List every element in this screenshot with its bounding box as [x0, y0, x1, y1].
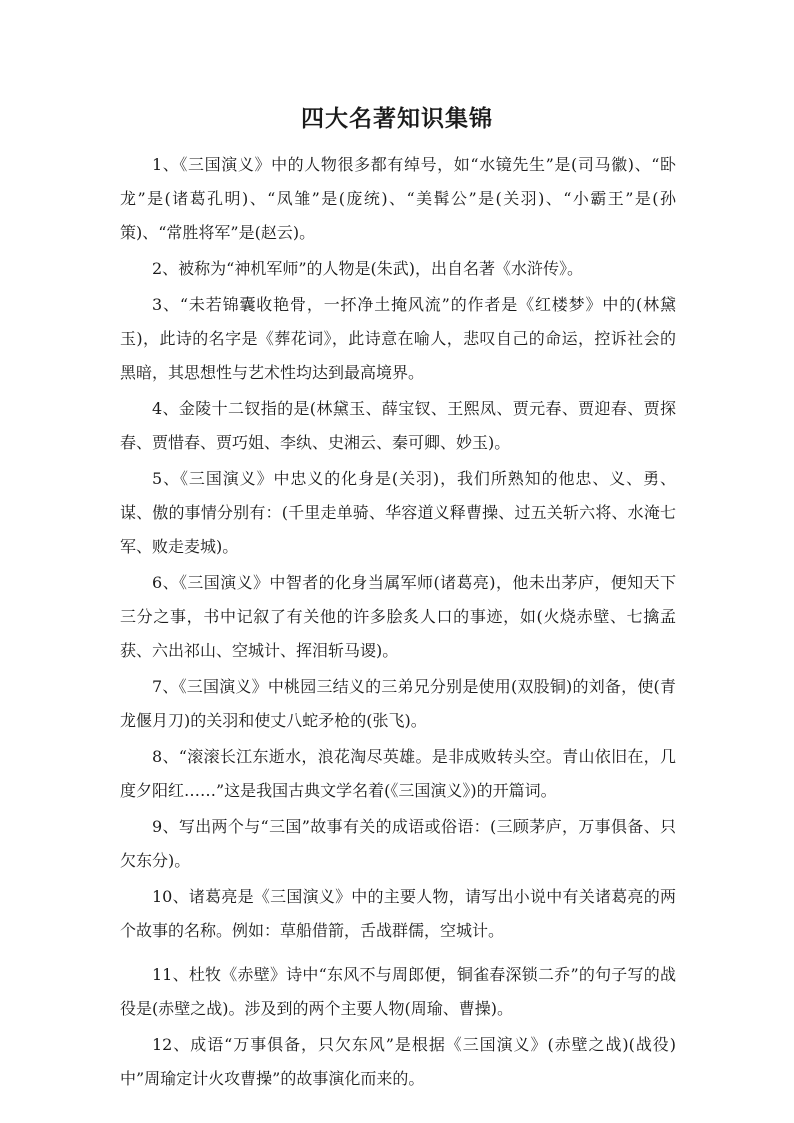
- knowledge-item-10: 10、诸葛亮是《三国演义》中的主要人物，请写出小说中有关诸葛亮的两个故事的名称。例如：草船借箭，舌战群儒，空城计。: [120, 887, 676, 940]
- knowledge-item-7: 7、《三国演义》中桃园三结义的三弟兄分别是使用(双股铜)的刘备，使(青龙偃月刀)的关羽和使丈八蛇矛枪的(张飞)。: [120, 677, 676, 730]
- knowledge-item-5: 5、《三国演义》中忠义的化身是(关羽)，我们所熟知的他忠、义、勇、谋、傲的事情分别有：(千里走单骑、华容道义释曹操、过五关斩六将、水淹七军、败走麦城)。: [120, 469, 676, 556]
- knowledge-item-6: 6、《三国演义》中智者的化身当属军师(诸葛亮)，他未出茅庐，便知天下三分之事，书中记叙了有关他的许多脍炙人口的事迹，如(火烧赤壁、七擒孟获、六出祁山、空城计、挥泪斩马谡)。: [120, 573, 676, 660]
- knowledge-item-4: 4、金陵十二钗指的是(林黛玉、薛宝钗、王熙凤、贾元春、贾迎春、贾探春、贾惜春、贾巧姐、李纨、史湘云、秦可卿、妙玉)。: [120, 399, 676, 452]
- knowledge-item-3: 3、“未若锦囊收艳骨，一抔净土掩风流”的作者是《红楼梦》中的(林黛玉)，此诗的名字是《葬花词》，此诗意在喻人，悲叹自己的命运，控诉社会的黑暗，其思想性与艺术性均达到最高境界。: [120, 295, 676, 382]
- document-title: 四大名著知识集锦: [301, 105, 493, 132]
- knowledge-item-9: 9、写出两个与“三国”故事有关的成语或俗语：(三顾茅庐，万事俱备、只欠东分)。: [120, 817, 676, 870]
- knowledge-item-8: 8、“滚滚长江东逝水，浪花淘尽英雄。是非成败转头空。青山依旧在，几度夕阳红……”这是我国古典文学名着(《三国演义》)的开篇词。: [120, 747, 676, 800]
- knowledge-item-2: 2、被称为“神机军师”的人物是(朱武)，出自名著《水浒传》。: [152, 259, 584, 278]
- document-body: [120, 148, 676, 1098]
- knowledge-item-1: 1、《三国演义》中的人物很多都有绰号，如“水镜先生”是(司马徽)、“卧龙”是(诸葛孔明)、“凤雏”是(庞统)、“美髯公”是(关羽)、“小霸王”是(孙策)、“常胜将军”是(赵云)。: [120, 155, 676, 242]
- knowledge-item-12: 12、成语“万事俱备，只欠东风”是根据《三国演义》(赤壁之战)(战役)中”周瑜定计火攻曹操”的故事演化而来的。: [120, 1035, 676, 1088]
- knowledge-item-11: 11、杜牧《赤壁》诗中“东风不与周郎便，铜雀春深锁二乔”的句子写的战役是(赤壁之战)。涉及到的两个主要人物(周瑜、曹操)。: [120, 965, 676, 1018]
